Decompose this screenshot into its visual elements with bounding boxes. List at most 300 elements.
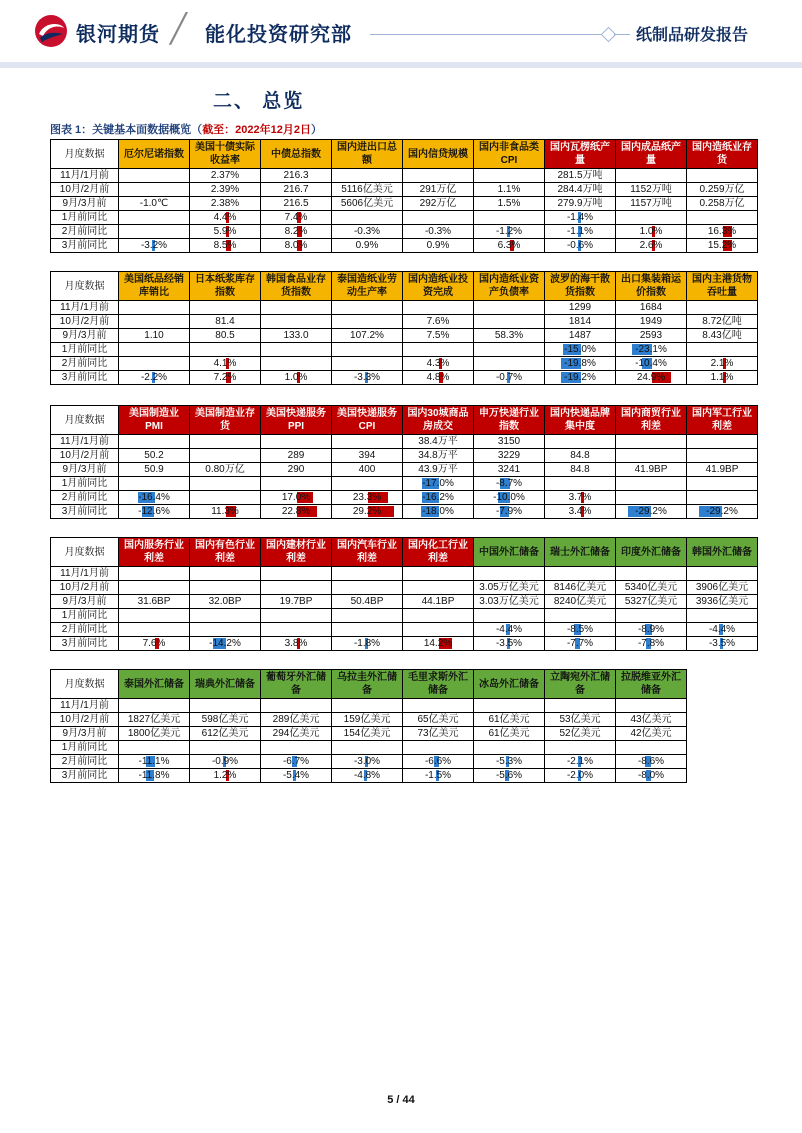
cell-content: [476, 741, 542, 754]
cell-value: 279.9万吨: [557, 198, 603, 209]
table-cell: [190, 183, 261, 197]
cell-content: [334, 343, 400, 356]
cell-value: 5116亿美元: [341, 184, 393, 195]
table-cell: [119, 225, 190, 239]
table-cell: [474, 637, 545, 651]
cell-content: [263, 343, 329, 356]
cell-value: 1.2%: [213, 770, 237, 781]
cell-value: 58.3%: [494, 330, 524, 341]
row-label: 10月/2月前: [51, 315, 119, 329]
row-label: 1月前同比: [51, 477, 119, 491]
table-cell: [616, 727, 687, 741]
cell-content: [689, 449, 755, 462]
cell-value: 159亿美元: [343, 714, 391, 725]
column-header: 韩国食品业存货指数: [261, 272, 332, 301]
cell-value: 4.3%: [426, 358, 450, 369]
table-cell: [119, 197, 190, 211]
table-cell: [545, 491, 616, 505]
cell-content: [689, 491, 755, 504]
cell-value: -4.4%: [495, 624, 523, 635]
column-header: 国内快递品牌集中度: [545, 406, 616, 435]
cell-content: [192, 505, 258, 518]
cell-content: [405, 769, 471, 782]
column-header: 波罗的海干散货指数: [545, 272, 616, 301]
column-header: 国内主港货物吞吐量: [687, 272, 758, 301]
table-cell: [687, 463, 758, 477]
cell-content: [192, 357, 258, 370]
cell-value: -14.2%: [209, 638, 241, 649]
column-header: 国内进出口总额: [332, 140, 403, 169]
table-cell: [403, 211, 474, 225]
table-cell: [332, 505, 403, 519]
row-label-header: 月度数据: [51, 140, 119, 169]
cell-content: [121, 741, 187, 754]
cell-content: [547, 197, 613, 210]
cell-content: [618, 567, 684, 580]
table-cell: [687, 197, 758, 211]
cell-value: 0.259万亿: [699, 184, 745, 195]
cell-content: [192, 225, 258, 238]
column-header: 国内汽车行业利差: [332, 538, 403, 567]
cell-value: 3.8%: [284, 638, 308, 649]
row-label: 9月/3月前: [51, 197, 119, 211]
table-cell: [545, 727, 616, 741]
table-cell: [474, 315, 545, 329]
cell-content: [547, 329, 613, 342]
cell-content: [121, 699, 187, 712]
cell-content: [547, 741, 613, 754]
column-header: 国内造纸业存货: [687, 140, 758, 169]
table-cell: [545, 713, 616, 727]
cell-content: [263, 463, 329, 476]
cell-value: 0.9%: [426, 240, 450, 251]
caption-prefix: 图表 1：关键基本面数据概览（: [50, 124, 203, 136]
cell-content: [192, 637, 258, 650]
cell-value: 8146亿美元: [553, 582, 607, 593]
cell-content: [618, 169, 684, 182]
table-cell: [403, 567, 474, 581]
cell-content: [405, 225, 471, 238]
galaxy-logo-icon: [34, 14, 68, 48]
cell-value: 598亿美元: [201, 714, 249, 725]
table-cell: [687, 567, 758, 581]
cell-value: 5.9%: [213, 226, 237, 237]
cell-value: -3.2%: [140, 240, 168, 251]
cell-content: [405, 301, 471, 314]
cell-value: 29.2%: [352, 506, 382, 517]
cell-value: -4.8%: [353, 770, 381, 781]
cell-value: 154亿美元: [343, 728, 391, 739]
table-cell: [616, 239, 687, 253]
cell-value: -12.6%: [138, 506, 170, 517]
table-cell: [616, 357, 687, 371]
table-cell: [403, 713, 474, 727]
column-header: 美国制造业PMI: [119, 406, 190, 435]
cell-value: 3.4%: [568, 506, 592, 517]
cell-value: 84.8: [570, 464, 590, 475]
table-cell: [474, 169, 545, 183]
cell-content: [192, 183, 258, 196]
cell-content: [192, 197, 258, 210]
table-cell: [190, 581, 261, 595]
column-header: 瑞典外汇储备: [190, 670, 261, 699]
cell-value: 8240亿美元: [553, 596, 607, 607]
cell-content: [547, 713, 613, 726]
header-rule-left: [370, 34, 602, 35]
cell-content: [405, 713, 471, 726]
table-cell: [545, 581, 616, 595]
table-cell: [261, 491, 332, 505]
cell-content: [263, 301, 329, 314]
cell-content: [334, 595, 400, 608]
cell-content: [405, 449, 471, 462]
cell-content: [334, 329, 400, 342]
cell-value: 2.38%: [210, 198, 240, 209]
table-cell: [403, 357, 474, 371]
cell-content: [405, 609, 471, 622]
cell-content: [547, 169, 613, 182]
cell-content: [476, 491, 542, 504]
table-cell: [403, 449, 474, 463]
cell-content: [121, 239, 187, 252]
row-label: 1月前同比: [51, 741, 119, 755]
cell-content: [476, 713, 542, 726]
column-header: 中债总指数: [261, 140, 332, 169]
cell-content: [476, 463, 542, 476]
table-cell: [332, 169, 403, 183]
row-label: 3月前同比: [51, 505, 119, 519]
table-row: [51, 343, 758, 357]
cell-content: [476, 581, 542, 594]
table-cell: [261, 567, 332, 581]
cell-content: [476, 371, 542, 384]
cell-value: 41.9BP: [705, 464, 739, 475]
cell-content: [689, 169, 755, 182]
table-cell: [403, 435, 474, 449]
cell-value: 3936亿美元: [695, 596, 749, 607]
cell-content: [121, 623, 187, 636]
table-cell: [261, 371, 332, 385]
caption-suffix: ）: [311, 124, 323, 136]
cell-content: [618, 315, 684, 328]
table-row: [51, 699, 687, 713]
cell-content: [618, 329, 684, 342]
cell-content: [263, 371, 329, 384]
cell-value: 2.37%: [210, 170, 240, 181]
cell-content: [547, 463, 613, 476]
table-cell: [261, 463, 332, 477]
table-cell: [261, 211, 332, 225]
cell-content: [689, 623, 755, 636]
cell-value: 4.4%: [213, 212, 237, 223]
cell-content: [263, 623, 329, 636]
cell-content: [192, 371, 258, 384]
cell-content: [689, 197, 755, 210]
table-cell: [403, 225, 474, 239]
cell-value: 291万亿: [419, 184, 457, 195]
cell-value: 0.80万亿: [205, 464, 245, 475]
cell-value: 5606亿美元: [340, 198, 394, 209]
cell-value: -0.9%: [211, 756, 239, 767]
cell-value: -1.4%: [566, 212, 594, 223]
table-cell: [474, 329, 545, 343]
table-cell: [616, 713, 687, 727]
table-cell: [545, 449, 616, 463]
cell-value: 50.9: [144, 464, 164, 475]
data-table-4: [50, 537, 758, 651]
cell-value: -0.3%: [424, 226, 452, 237]
cell-content: [334, 699, 400, 712]
cell-content: [547, 491, 613, 504]
cell-value: 44.1BP: [421, 596, 455, 607]
table-cell: [190, 505, 261, 519]
cell-content: [192, 727, 258, 740]
cell-content: [476, 769, 542, 782]
cell-content: [689, 343, 755, 356]
table-cell: [616, 567, 687, 581]
data-table-2: [50, 271, 758, 385]
cell-value: 7.4%: [284, 212, 308, 223]
row-label: 3月前同比: [51, 769, 119, 783]
table-cell: [545, 699, 616, 713]
cell-content: [405, 435, 471, 448]
column-header: 毛里求斯外汇储备: [403, 670, 474, 699]
table-cell: [687, 491, 758, 505]
cell-value: 32.0BP: [208, 596, 242, 607]
cell-content: [334, 637, 400, 650]
table-cell: [332, 225, 403, 239]
cell-content: [121, 329, 187, 342]
cell-value: 53亿美元: [559, 714, 601, 725]
table-header-row: [51, 670, 687, 699]
cell-content: [192, 449, 258, 462]
cell-content: [689, 211, 755, 224]
cell-content: [334, 505, 400, 518]
table-cell: [332, 183, 403, 197]
table-cell: [403, 329, 474, 343]
cell-value: 14.2%: [423, 638, 453, 649]
table-cell: [119, 567, 190, 581]
table-cell: [616, 211, 687, 225]
column-header: 泰国造纸业劳动生产率: [332, 272, 403, 301]
cell-content: [547, 581, 613, 594]
cell-value: 65亿美元: [417, 714, 459, 725]
cell-content: [618, 699, 684, 712]
table-row: [51, 169, 758, 183]
data-table-5: [50, 669, 687, 783]
table-cell: [332, 315, 403, 329]
cell-value: 41.9BP: [634, 464, 668, 475]
cell-content: [334, 197, 400, 210]
table-cell: [119, 581, 190, 595]
table-cell: [190, 435, 261, 449]
cell-value: 3.03万亿美元: [479, 596, 539, 607]
table-cell: [545, 477, 616, 491]
table-cell: [190, 463, 261, 477]
table-cell: [332, 769, 403, 783]
cell-content: [121, 357, 187, 370]
column-header: 国内商贸行业利差: [616, 406, 687, 435]
cell-content: [618, 623, 684, 636]
table-cell: [687, 581, 758, 595]
table-cell: [119, 343, 190, 357]
cell-value: -8.7%: [495, 478, 523, 489]
table-cell: [687, 329, 758, 343]
table-cell: [474, 741, 545, 755]
cell-content: [334, 755, 400, 768]
table-cell: [474, 755, 545, 769]
row-label: 11月/1月前: [51, 699, 119, 713]
cell-content: [334, 623, 400, 636]
cell-value: 8.43亿吨: [702, 330, 742, 341]
cell-content: [192, 315, 258, 328]
column-header: 美国制造业存货: [190, 406, 261, 435]
page-number: [0, 1094, 802, 1106]
table-cell: [616, 769, 687, 783]
column-header: 国内30城商品房成交: [403, 406, 474, 435]
cell-content: [618, 769, 684, 782]
cell-content: [689, 595, 755, 608]
table-cell: [403, 581, 474, 595]
cell-value: 1814: [568, 316, 592, 327]
cell-content: [405, 169, 471, 182]
table-cell: [261, 169, 332, 183]
cell-value: -5.6%: [495, 770, 523, 781]
cell-content: [192, 699, 258, 712]
table-cell: [261, 357, 332, 371]
row-label: 1月前同比: [51, 609, 119, 623]
table-cell: [545, 315, 616, 329]
cell-value: 3.7%: [568, 492, 592, 503]
table-cell: [545, 505, 616, 519]
table-cell: [545, 301, 616, 315]
cell-content: [263, 211, 329, 224]
cell-content: [405, 699, 471, 712]
column-header: 立陶宛外汇储备: [545, 670, 616, 699]
table-cell: [119, 477, 190, 491]
table-cell: [545, 609, 616, 623]
cell-value: 22.8%: [281, 506, 311, 517]
cell-value: 284.4万吨: [557, 184, 603, 195]
table-cell: [119, 239, 190, 253]
cell-content: [689, 239, 755, 252]
cell-value: 42亿美元: [630, 728, 672, 739]
cell-content: [192, 239, 258, 252]
cell-content: [689, 505, 755, 518]
table-cell: [403, 609, 474, 623]
cell-content: [618, 505, 684, 518]
cell-value: -7.8%: [637, 638, 665, 649]
cell-content: [334, 567, 400, 580]
cell-value: 19.7BP: [279, 596, 313, 607]
column-header: 国内非食品类CPI: [474, 140, 545, 169]
cell-content: [263, 169, 329, 182]
row-label-header: 月度数据: [51, 670, 119, 699]
cell-content: [476, 315, 542, 328]
cell-content: [547, 301, 613, 314]
cell-value: -7.9%: [495, 506, 523, 517]
table-cell: [332, 741, 403, 755]
column-header: 冰岛外汇储备: [474, 670, 545, 699]
cell-value: 1800亿美元: [127, 728, 181, 739]
cell-content: [405, 727, 471, 740]
cell-content: [689, 567, 755, 580]
cell-content: [618, 435, 684, 448]
table-cell: [332, 595, 403, 609]
cell-content: [476, 435, 542, 448]
cell-value: -19.2%: [564, 372, 596, 383]
table-cell: [403, 491, 474, 505]
row-label: 9月/3月前: [51, 727, 119, 741]
cell-value: 1.0%: [639, 226, 663, 237]
table-cell: [261, 315, 332, 329]
table-cell: [119, 713, 190, 727]
table-cell: [474, 197, 545, 211]
table-row: [51, 301, 758, 315]
cell-content: [192, 343, 258, 356]
row-label: 10月/2月前: [51, 581, 119, 595]
table-cell: [474, 699, 545, 713]
row-label: 10月/2月前: [51, 713, 119, 727]
cell-content: [121, 581, 187, 594]
cell-content: [263, 769, 329, 782]
cell-content: [121, 183, 187, 196]
table-cell: [545, 567, 616, 581]
cell-value: 2.6%: [639, 240, 663, 251]
cell-content: [263, 491, 329, 504]
caption-date: 截至：2022年12月2日: [202, 124, 312, 136]
cell-content: [334, 315, 400, 328]
cell-value: -7.7%: [566, 638, 594, 649]
cell-content: [618, 581, 684, 594]
cell-value: 52亿美元: [559, 728, 601, 739]
row-label: 2月前同比: [51, 357, 119, 371]
table-cell: [687, 211, 758, 225]
cell-value: 2.39%: [210, 184, 240, 195]
table-cell: [190, 637, 261, 651]
table-cell: [545, 435, 616, 449]
cell-content: [618, 301, 684, 314]
table-cell: [332, 623, 403, 637]
cell-value: 1.5%: [497, 198, 521, 209]
table-cell: [261, 741, 332, 755]
cell-value: 73亿美元: [417, 728, 459, 739]
table-cell: [119, 315, 190, 329]
column-header: 国内造纸业资产负债率: [474, 272, 545, 301]
table-row: [51, 505, 758, 519]
cell-content: [689, 463, 755, 476]
cell-content: [547, 595, 613, 608]
table-row: [51, 463, 758, 477]
row-label-header: 月度数据: [51, 538, 119, 567]
cell-content: [192, 623, 258, 636]
table-cell: [119, 169, 190, 183]
table-cell: [190, 623, 261, 637]
cell-value: 80.5: [215, 330, 235, 341]
cell-content: [476, 449, 542, 462]
cell-content: [334, 713, 400, 726]
table-cell: [687, 477, 758, 491]
table-cell: [616, 699, 687, 713]
table-cell: [332, 699, 403, 713]
cell-value: -1.5%: [424, 770, 452, 781]
table-cell: [616, 477, 687, 491]
table-cell: [403, 197, 474, 211]
cell-content: [263, 435, 329, 448]
table-cell: [332, 329, 403, 343]
table-cell: [332, 491, 403, 505]
cell-value: 61亿美元: [488, 714, 530, 725]
